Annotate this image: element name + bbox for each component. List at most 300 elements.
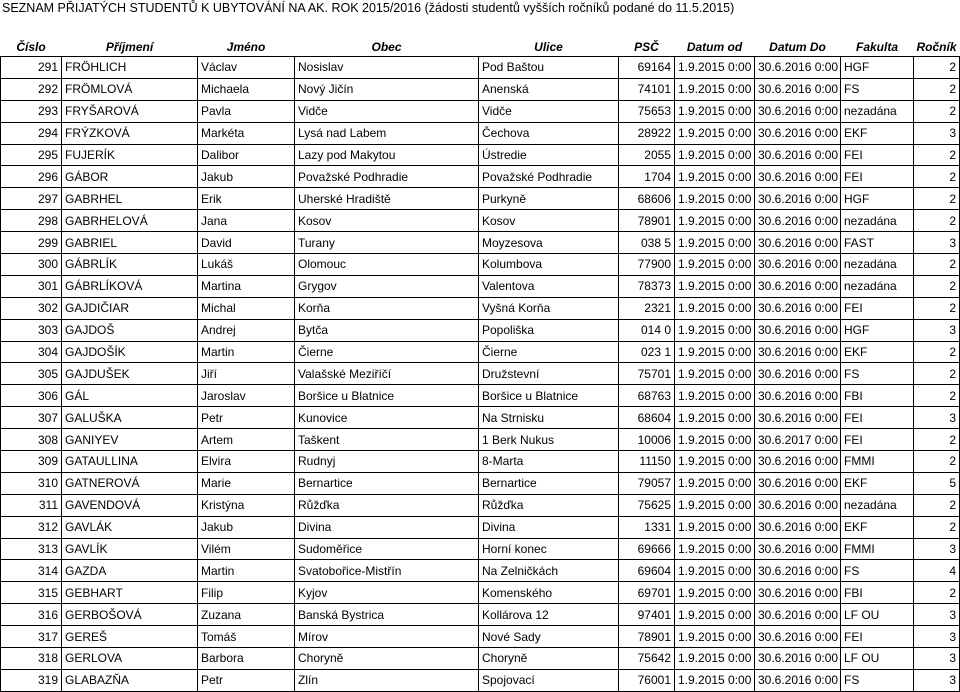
cell-ulice: Vidče bbox=[479, 100, 619, 122]
cell-ulice: Anenská bbox=[479, 78, 619, 100]
cell-rocnik: 3 bbox=[914, 122, 960, 144]
table-row bbox=[1, 319, 960, 341]
cell-datum-od: 1.9.2015 0:00 bbox=[675, 57, 755, 79]
cell-rocnik: 2 bbox=[914, 100, 960, 122]
cell-rocnik: 2 bbox=[914, 582, 960, 604]
cell-fakulta: FMMI bbox=[841, 451, 914, 473]
cell-jmeno: Dalibor bbox=[198, 144, 295, 166]
cell-obec: Nový Jičín bbox=[295, 78, 479, 100]
cell-prijmeni: GAVENDOVÁ bbox=[62, 494, 198, 516]
table-row bbox=[1, 297, 960, 319]
cell-datum-do: 30.6.2016 0:00 bbox=[755, 166, 841, 188]
cell-psc: 68606 bbox=[619, 188, 675, 210]
cell-prijmeni: GAJDOŠ bbox=[62, 319, 198, 341]
cell-cislo: 313 bbox=[1, 538, 62, 560]
cell-prijmeni: GLABAZŇA bbox=[62, 669, 198, 691]
cell-datum-do: 30.6.2016 0:00 bbox=[755, 494, 841, 516]
cell-datum-od: 1.9.2015 0:00 bbox=[675, 516, 755, 538]
cell-datum-od: 1.9.2015 0:00 bbox=[675, 604, 755, 626]
cell-obec: Nosislav bbox=[295, 57, 479, 79]
cell-cislo: 305 bbox=[1, 363, 62, 385]
cell-datum-od: 1.9.2015 0:00 bbox=[675, 669, 755, 691]
cell-ulice: Na Zelničkách bbox=[479, 560, 619, 582]
cell-obec: Banská Bystrica bbox=[295, 604, 479, 626]
cell-cislo: 302 bbox=[1, 297, 62, 319]
header-rocnik: Ročník bbox=[914, 37, 960, 57]
header-datum-od: Datum od bbox=[675, 37, 755, 57]
cell-obec: Mírov bbox=[295, 626, 479, 648]
cell-prijmeni: GERBOŠOVÁ bbox=[62, 604, 198, 626]
table-row bbox=[1, 429, 960, 451]
cell-rocnik: 2 bbox=[914, 78, 960, 100]
cell-fakulta: FMMI bbox=[841, 538, 914, 560]
cell-jmeno: Martin bbox=[198, 341, 295, 363]
cell-prijmeni: GÁBOR bbox=[62, 166, 198, 188]
cell-cislo: 307 bbox=[1, 407, 62, 429]
cell-ulice: Purkyně bbox=[479, 188, 619, 210]
cell-ulice: Vyšná Korňa bbox=[479, 297, 619, 319]
cell-psc: 75625 bbox=[619, 494, 675, 516]
cell-cislo: 297 bbox=[1, 188, 62, 210]
cell-psc: 75653 bbox=[619, 100, 675, 122]
cell-datum-od: 1.9.2015 0:00 bbox=[675, 560, 755, 582]
cell-fakulta: FBI bbox=[841, 582, 914, 604]
cell-cislo: 311 bbox=[1, 494, 62, 516]
table-row bbox=[1, 363, 960, 385]
cell-fakulta: EKF bbox=[841, 341, 914, 363]
cell-jmeno: Jaroslav bbox=[198, 385, 295, 407]
cell-datum-od: 1.9.2015 0:00 bbox=[675, 429, 755, 451]
cell-cislo: 316 bbox=[1, 604, 62, 626]
cell-fakulta: FBI bbox=[841, 385, 914, 407]
table-row bbox=[1, 669, 960, 691]
cell-psc: 74101 bbox=[619, 78, 675, 100]
cell-jmeno: Barbora bbox=[198, 648, 295, 670]
cell-ulice: Valentova bbox=[479, 275, 619, 297]
cell-datum-od: 1.9.2015 0:00 bbox=[675, 407, 755, 429]
cell-datum-do: 30.6.2016 0:00 bbox=[755, 363, 841, 385]
cell-psc: 77900 bbox=[619, 254, 675, 276]
cell-datum-do: 30.6.2016 0:00 bbox=[755, 582, 841, 604]
cell-jmeno: Petr bbox=[198, 669, 295, 691]
cell-fakulta: FEI bbox=[841, 429, 914, 451]
cell-rocnik: 2 bbox=[914, 144, 960, 166]
document-title: SEZNAM PŘIJATÝCH STUDENTŮ K UBYTOVÁNÍ NA AK. ROK 2015/2016 (žádosti studentů vyšších ročníků podané do 11.5.2015) bbox=[2, 1, 735, 15]
cell-rocnik: 2 bbox=[914, 57, 960, 79]
cell-prijmeni: GAVLÁK bbox=[62, 516, 198, 538]
cell-cislo: 303 bbox=[1, 319, 62, 341]
cell-jmeno: Lukáš bbox=[198, 254, 295, 276]
cell-obec: Kyjov bbox=[295, 582, 479, 604]
table-row bbox=[1, 57, 960, 79]
cell-psc: 023 1 bbox=[619, 341, 675, 363]
cell-datum-do: 30.6.2016 0:00 bbox=[755, 669, 841, 691]
cell-datum-od: 1.9.2015 0:00 bbox=[675, 538, 755, 560]
cell-psc: 1331 bbox=[619, 516, 675, 538]
students-table bbox=[0, 37, 960, 692]
table-row bbox=[1, 407, 960, 429]
table-row bbox=[1, 385, 960, 407]
cell-prijmeni: GAJDIČIAR bbox=[62, 297, 198, 319]
header-prijmeni: Příjmení bbox=[62, 37, 198, 57]
cell-ulice: Ústredie bbox=[479, 144, 619, 166]
cell-cislo: 293 bbox=[1, 100, 62, 122]
table-row bbox=[1, 275, 960, 297]
cell-datum-do: 30.6.2016 0:00 bbox=[755, 78, 841, 100]
cell-datum-do: 30.6.2016 0:00 bbox=[755, 341, 841, 363]
cell-obec: Boršice u Blatnice bbox=[295, 385, 479, 407]
cell-rocnik: 3 bbox=[914, 604, 960, 626]
cell-jmeno: Jiří bbox=[198, 363, 295, 385]
cell-fakulta: nezadána bbox=[841, 210, 914, 232]
table-row bbox=[1, 451, 960, 473]
table-row bbox=[1, 582, 960, 604]
cell-fakulta: FEI bbox=[841, 626, 914, 648]
cell-jmeno: Pavla bbox=[198, 100, 295, 122]
table-row bbox=[1, 604, 960, 626]
table-row bbox=[1, 100, 960, 122]
cell-psc: 68763 bbox=[619, 385, 675, 407]
cell-prijmeni: FRYŠAROVÁ bbox=[62, 100, 198, 122]
cell-jmeno: Michaela bbox=[198, 78, 295, 100]
cell-rocnik: 5 bbox=[914, 472, 960, 494]
cell-prijmeni: FRÖHLICH bbox=[62, 57, 198, 79]
cell-psc: 78901 bbox=[619, 626, 675, 648]
cell-psc: 014 0 bbox=[619, 319, 675, 341]
cell-rocnik: 2 bbox=[914, 494, 960, 516]
cell-ulice: Spojovací bbox=[479, 669, 619, 691]
cell-obec: Lazy pod Makytou bbox=[295, 144, 479, 166]
cell-datum-do: 30.6.2016 0:00 bbox=[755, 144, 841, 166]
table-row bbox=[1, 560, 960, 582]
cell-rocnik: 2 bbox=[914, 341, 960, 363]
cell-obec: Divina bbox=[295, 516, 479, 538]
cell-prijmeni: GANIYEV bbox=[62, 429, 198, 451]
table-row bbox=[1, 472, 960, 494]
cell-psc: 97401 bbox=[619, 604, 675, 626]
cell-jmeno: Václav bbox=[198, 57, 295, 79]
cell-rocnik: 3 bbox=[914, 319, 960, 341]
cell-obec: Vidče bbox=[295, 100, 479, 122]
cell-jmeno: Martina bbox=[198, 275, 295, 297]
cell-datum-do: 30.6.2016 0:00 bbox=[755, 626, 841, 648]
cell-fakulta: FS bbox=[841, 78, 914, 100]
cell-obec: Kosov bbox=[295, 210, 479, 232]
cell-cislo: 291 bbox=[1, 57, 62, 79]
cell-cislo: 317 bbox=[1, 626, 62, 648]
cell-jmeno: Filip bbox=[198, 582, 295, 604]
cell-datum-do: 30.6.2016 0:00 bbox=[755, 188, 841, 210]
cell-datum-od: 1.9.2015 0:00 bbox=[675, 122, 755, 144]
cell-psc: 1704 bbox=[619, 166, 675, 188]
cell-fakulta: FEI bbox=[841, 166, 914, 188]
cell-psc: 28922 bbox=[619, 122, 675, 144]
cell-datum-do: 30.6.2016 0:00 bbox=[755, 210, 841, 232]
cell-obec: Uherské Hradiště bbox=[295, 188, 479, 210]
cell-cislo: 314 bbox=[1, 560, 62, 582]
cell-ulice: Kollárova 12 bbox=[479, 604, 619, 626]
cell-cislo: 308 bbox=[1, 429, 62, 451]
cell-psc: 78373 bbox=[619, 275, 675, 297]
cell-psc: 69701 bbox=[619, 582, 675, 604]
cell-prijmeni: GÁL bbox=[62, 385, 198, 407]
cell-datum-od: 1.9.2015 0:00 bbox=[675, 363, 755, 385]
cell-rocnik: 3 bbox=[914, 626, 960, 648]
cell-psc: 75642 bbox=[619, 648, 675, 670]
cell-jmeno: Artem bbox=[198, 429, 295, 451]
cell-prijmeni: GAVLÍK bbox=[62, 538, 198, 560]
cell-obec: Taškent bbox=[295, 429, 479, 451]
cell-cislo: 318 bbox=[1, 648, 62, 670]
cell-rocnik: 2 bbox=[914, 297, 960, 319]
cell-datum-do: 30.6.2016 0:00 bbox=[755, 648, 841, 670]
cell-datum-od: 1.9.2015 0:00 bbox=[675, 341, 755, 363]
cell-fakulta: EKF bbox=[841, 472, 914, 494]
cell-cislo: 306 bbox=[1, 385, 62, 407]
cell-cislo: 292 bbox=[1, 78, 62, 100]
table-row bbox=[1, 166, 960, 188]
cell-jmeno: Vilém bbox=[198, 538, 295, 560]
cell-ulice: Nové Sady bbox=[479, 626, 619, 648]
cell-ulice: Choryně bbox=[479, 648, 619, 670]
cell-datum-od: 1.9.2015 0:00 bbox=[675, 297, 755, 319]
cell-ulice: Komenského bbox=[479, 582, 619, 604]
header-psc: PSČ bbox=[619, 37, 675, 57]
cell-jmeno: Tomáš bbox=[198, 626, 295, 648]
cell-cislo: 310 bbox=[1, 472, 62, 494]
cell-ulice: 1 Berk Nukus bbox=[479, 429, 619, 451]
table-row bbox=[1, 254, 960, 276]
cell-ulice: Bernartice bbox=[479, 472, 619, 494]
cell-fakulta: FAST bbox=[841, 232, 914, 254]
table-row bbox=[1, 78, 960, 100]
cell-psc: 78901 bbox=[619, 210, 675, 232]
cell-fakulta: EKF bbox=[841, 122, 914, 144]
cell-fakulta: nezadána bbox=[841, 100, 914, 122]
cell-obec: Kunovice bbox=[295, 407, 479, 429]
cell-datum-od: 1.9.2015 0:00 bbox=[675, 319, 755, 341]
cell-fakulta: HGF bbox=[841, 57, 914, 79]
cell-obec: Choryně bbox=[295, 648, 479, 670]
cell-datum-od: 1.9.2015 0:00 bbox=[675, 232, 755, 254]
cell-obec: Bytča bbox=[295, 319, 479, 341]
cell-prijmeni: GEBHART bbox=[62, 582, 198, 604]
cell-obec: Korňa bbox=[295, 297, 479, 319]
cell-ulice: Kolumbova bbox=[479, 254, 619, 276]
cell-rocnik: 2 bbox=[914, 254, 960, 276]
cell-datum-do: 30.6.2016 0:00 bbox=[755, 275, 841, 297]
cell-datum-od: 1.9.2015 0:00 bbox=[675, 144, 755, 166]
cell-datum-od: 1.9.2015 0:00 bbox=[675, 626, 755, 648]
cell-datum-do: 30.6.2017 0:00 bbox=[755, 429, 841, 451]
cell-obec: Bernartice bbox=[295, 472, 479, 494]
cell-prijmeni: GÁBRLÍKOVÁ bbox=[62, 275, 198, 297]
cell-jmeno: Petr bbox=[198, 407, 295, 429]
cell-rocnik: 2 bbox=[914, 385, 960, 407]
cell-fakulta: FEI bbox=[841, 144, 914, 166]
cell-psc: 69666 bbox=[619, 538, 675, 560]
cell-datum-do: 30.6.2016 0:00 bbox=[755, 560, 841, 582]
cell-prijmeni: GEREŠ bbox=[62, 626, 198, 648]
cell-rocnik: 4 bbox=[914, 560, 960, 582]
cell-ulice: Boršice u Blatnice bbox=[479, 385, 619, 407]
cell-obec: Valašské Meziříčí bbox=[295, 363, 479, 385]
cell-cislo: 304 bbox=[1, 341, 62, 363]
cell-prijmeni: GABRHEL bbox=[62, 188, 198, 210]
cell-datum-od: 1.9.2015 0:00 bbox=[675, 188, 755, 210]
cell-datum-do: 30.6.2016 0:00 bbox=[755, 57, 841, 79]
cell-cislo: 319 bbox=[1, 669, 62, 691]
cell-psc: 76001 bbox=[619, 669, 675, 691]
cell-fakulta: LF OU bbox=[841, 604, 914, 626]
cell-rocnik: 2 bbox=[914, 166, 960, 188]
header-datum-do: Datum Do bbox=[755, 37, 841, 57]
cell-rocnik: 2 bbox=[914, 451, 960, 473]
cell-jmeno: Zuzana bbox=[198, 604, 295, 626]
cell-cislo: 298 bbox=[1, 210, 62, 232]
cell-prijmeni: GAJDOŠÍK bbox=[62, 341, 198, 363]
cell-datum-do: 30.6.2016 0:00 bbox=[755, 451, 841, 473]
cell-obec: Svatobořice-Mistřín bbox=[295, 560, 479, 582]
cell-obec: Grygov bbox=[295, 275, 479, 297]
cell-datum-do: 30.6.2016 0:00 bbox=[755, 297, 841, 319]
cell-datum-od: 1.9.2015 0:00 bbox=[675, 494, 755, 516]
cell-prijmeni: GERLOVA bbox=[62, 648, 198, 670]
cell-psc: 038 5 bbox=[619, 232, 675, 254]
cell-datum-od: 1.9.2015 0:00 bbox=[675, 254, 755, 276]
table-row bbox=[1, 494, 960, 516]
cell-fakulta: FS bbox=[841, 669, 914, 691]
cell-obec: Růžďka bbox=[295, 494, 479, 516]
cell-fakulta: FS bbox=[841, 560, 914, 582]
cell-cislo: 301 bbox=[1, 275, 62, 297]
cell-datum-do: 30.6.2016 0:00 bbox=[755, 319, 841, 341]
table-row bbox=[1, 210, 960, 232]
table-row bbox=[1, 626, 960, 648]
cell-datum-od: 1.9.2015 0:00 bbox=[675, 582, 755, 604]
cell-rocnik: 2 bbox=[914, 429, 960, 451]
cell-jmeno: Marie bbox=[198, 472, 295, 494]
header-row bbox=[1, 37, 960, 57]
cell-rocnik: 3 bbox=[914, 232, 960, 254]
cell-jmeno: David bbox=[198, 232, 295, 254]
cell-ulice: Čechova bbox=[479, 122, 619, 144]
cell-rocnik: 3 bbox=[914, 648, 960, 670]
cell-psc: 2055 bbox=[619, 144, 675, 166]
cell-cislo: 315 bbox=[1, 582, 62, 604]
cell-fakulta: HGF bbox=[841, 319, 914, 341]
cell-ulice: Popoliška bbox=[479, 319, 619, 341]
cell-datum-do: 30.6.2016 0:00 bbox=[755, 254, 841, 276]
cell-fakulta: EKF bbox=[841, 516, 914, 538]
table-row bbox=[1, 232, 960, 254]
cell-fakulta: LF OU bbox=[841, 648, 914, 670]
cell-jmeno: Jana bbox=[198, 210, 295, 232]
cell-datum-do: 30.6.2016 0:00 bbox=[755, 100, 841, 122]
cell-prijmeni: FRÖMLOVÁ bbox=[62, 78, 198, 100]
cell-ulice: Družstevní bbox=[479, 363, 619, 385]
cell-fakulta: HGF bbox=[841, 188, 914, 210]
cell-datum-do: 30.6.2016 0:00 bbox=[755, 232, 841, 254]
cell-ulice: Považské Podhradie bbox=[479, 166, 619, 188]
cell-jmeno: Kristýna bbox=[198, 494, 295, 516]
table-row bbox=[1, 516, 960, 538]
cell-prijmeni: GABRIEL bbox=[62, 232, 198, 254]
header-ulice: Ulice bbox=[479, 37, 619, 57]
table-row bbox=[1, 188, 960, 210]
cell-datum-do: 30.6.2016 0:00 bbox=[755, 407, 841, 429]
cell-rocnik: 2 bbox=[914, 363, 960, 385]
cell-rocnik: 3 bbox=[914, 669, 960, 691]
cell-psc: 79057 bbox=[619, 472, 675, 494]
cell-obec: Považské Podhradie bbox=[295, 166, 479, 188]
cell-cislo: 299 bbox=[1, 232, 62, 254]
table-row bbox=[1, 341, 960, 363]
cell-psc: 11150 bbox=[619, 451, 675, 473]
cell-prijmeni: GALUŠKA bbox=[62, 407, 198, 429]
cell-rocnik: 3 bbox=[914, 538, 960, 560]
cell-cislo: 295 bbox=[1, 144, 62, 166]
cell-jmeno: Martin bbox=[198, 560, 295, 582]
cell-psc: 75701 bbox=[619, 363, 675, 385]
cell-prijmeni: GÁBRLÍK bbox=[62, 254, 198, 276]
table-row bbox=[1, 122, 960, 144]
cell-jmeno: Erik bbox=[198, 188, 295, 210]
cell-rocnik: 3 bbox=[914, 407, 960, 429]
cell-obec: Sudoměřice bbox=[295, 538, 479, 560]
cell-fakulta: nezadána bbox=[841, 275, 914, 297]
cell-psc: 2321 bbox=[619, 297, 675, 319]
cell-jmeno: Jakub bbox=[198, 516, 295, 538]
cell-ulice: Divina bbox=[479, 516, 619, 538]
cell-datum-do: 30.6.2016 0:00 bbox=[755, 538, 841, 560]
header-obec: Obec bbox=[295, 37, 479, 57]
cell-cislo: 312 bbox=[1, 516, 62, 538]
cell-ulice: Pod Baštou bbox=[479, 57, 619, 79]
table-row bbox=[1, 648, 960, 670]
cell-datum-od: 1.9.2015 0:00 bbox=[675, 451, 755, 473]
cell-datum-od: 1.9.2015 0:00 bbox=[675, 210, 755, 232]
cell-datum-do: 30.6.2016 0:00 bbox=[755, 385, 841, 407]
cell-ulice: 8-Marta bbox=[479, 451, 619, 473]
cell-fakulta: nezadána bbox=[841, 254, 914, 276]
cell-obec: Olomouc bbox=[295, 254, 479, 276]
cell-datum-do: 30.6.2016 0:00 bbox=[755, 516, 841, 538]
cell-datum-od: 1.9.2015 0:00 bbox=[675, 385, 755, 407]
cell-obec: Zlín bbox=[295, 669, 479, 691]
cell-obec: Čierne bbox=[295, 341, 479, 363]
cell-prijmeni: FUJERÍK bbox=[62, 144, 198, 166]
cell-psc: 69164 bbox=[619, 57, 675, 79]
cell-datum-do: 30.6.2016 0:00 bbox=[755, 122, 841, 144]
cell-fakulta: FS bbox=[841, 363, 914, 385]
cell-prijmeni: GATAULLINA bbox=[62, 451, 198, 473]
cell-ulice: Moyzesova bbox=[479, 232, 619, 254]
cell-cislo: 309 bbox=[1, 451, 62, 473]
cell-jmeno: Markéta bbox=[198, 122, 295, 144]
table-row bbox=[1, 538, 960, 560]
cell-obec: Turany bbox=[295, 232, 479, 254]
cell-ulice: Na Strnisku bbox=[479, 407, 619, 429]
cell-cislo: 294 bbox=[1, 122, 62, 144]
table-row bbox=[1, 144, 960, 166]
cell-cislo: 296 bbox=[1, 166, 62, 188]
cell-datum-od: 1.9.2015 0:00 bbox=[675, 78, 755, 100]
cell-fakulta: nezadána bbox=[841, 494, 914, 516]
cell-cislo: 300 bbox=[1, 254, 62, 276]
cell-prijmeni: GAJDUŠEK bbox=[62, 363, 198, 385]
cell-prijmeni: FRÝZKOVÁ bbox=[62, 122, 198, 144]
